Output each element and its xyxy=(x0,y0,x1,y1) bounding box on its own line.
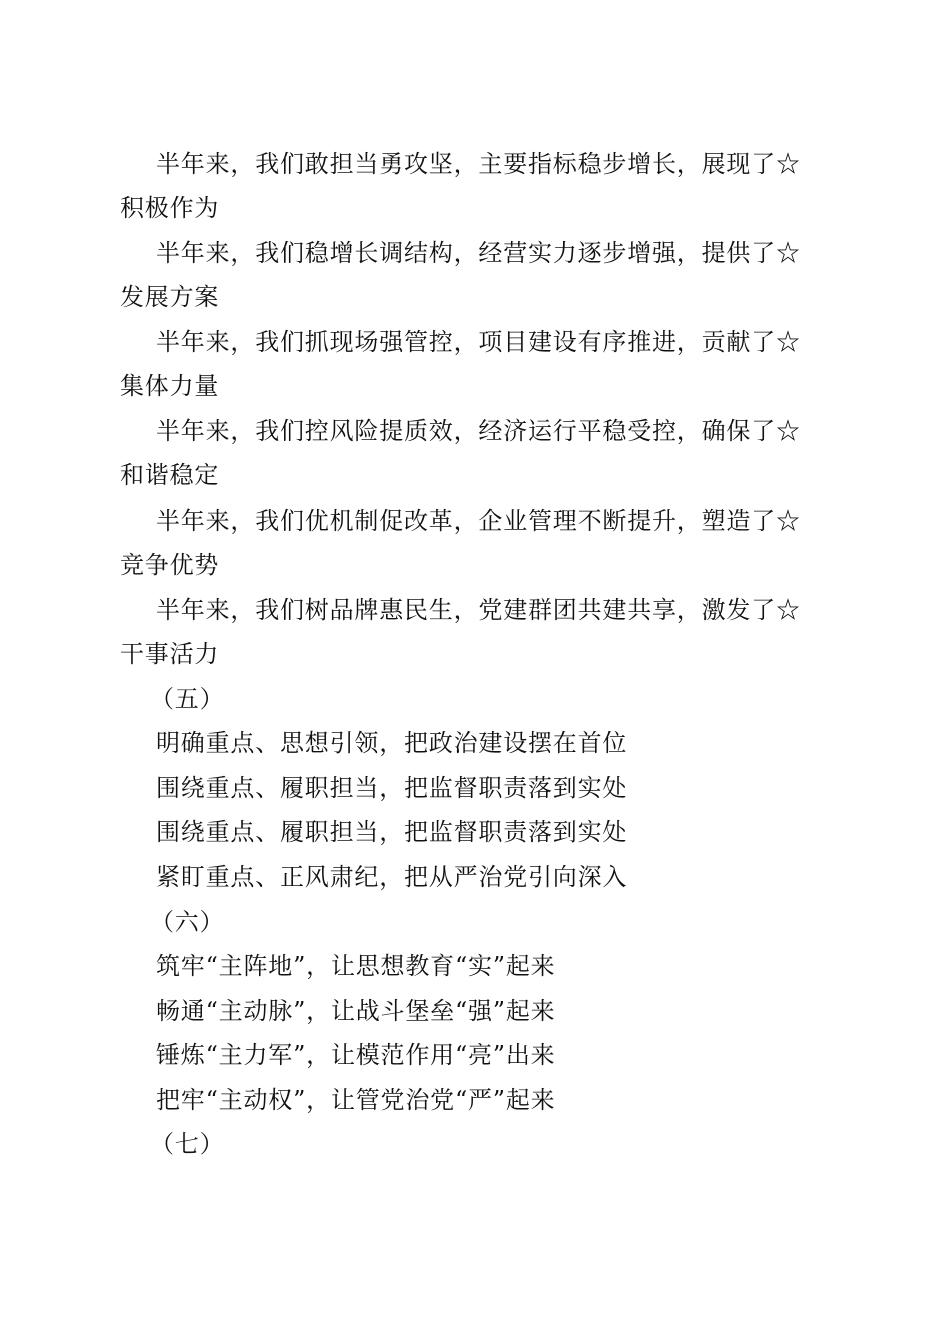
section-6-item-1: 筑牢“主阵地”，让思想教育“实”起来 xyxy=(156,952,556,980)
section-5-item-2: 围绕重点、履职担当，把监督职责落到实处 xyxy=(156,774,628,802)
paragraph-1-line-2: 积极作为 xyxy=(120,194,220,222)
paragraph-2-line-1: 半年来，我们稳增长调结构，经营实力逐步增强，提供了☆ xyxy=(156,239,801,267)
paragraph-3-line-1: 半年来，我们抓现场强管控，项目建设有序推进，贡献了☆ xyxy=(156,328,801,356)
section-5-item-3: 围绕重点、履职担当，把监督职责落到实处 xyxy=(156,818,628,846)
paragraph-6-line-2: 干事活力 xyxy=(120,640,220,668)
paragraph-6-line-1: 半年来，我们树品牌惠民生，党建群团共建共享，激发了☆ xyxy=(156,596,801,624)
paragraph-2-line-2: 发展方案 xyxy=(120,283,220,311)
paragraph-1-line-1: 半年来，我们敢担当勇攻坚，主要指标稳步增长，展现了☆ xyxy=(156,150,801,178)
section-6-item-3: 锤炼“主力军”，让模范作用“亮”出来 xyxy=(156,1041,556,1069)
section-5-item-1: 明确重点、思想引领，把政治建设摆在首位 xyxy=(156,729,628,757)
section-6-heading: （六） xyxy=(150,908,225,936)
paragraph-4-line-2: 和谐稳定 xyxy=(120,461,220,489)
paragraph-4-line-1: 半年来，我们控风险提质效，经济运行平稳受控，确保了☆ xyxy=(156,417,801,445)
section-6-item-2: 畅通“主动脉”，让战斗堡垒“强”起来 xyxy=(156,997,556,1025)
paragraph-5-line-1: 半年来，我们优机制促改革，企业管理不断提升，塑造了☆ xyxy=(156,507,801,535)
section-7-heading: （七） xyxy=(150,1130,225,1158)
paragraph-3-line-2: 集体力量 xyxy=(120,372,220,400)
section-5-item-4: 紧盯重点、正风肃纪，把从严治党引向深入 xyxy=(156,863,628,891)
section-5-heading: （五） xyxy=(150,685,225,713)
section-6-item-4: 把牢“主动权”，让管党治党“严”起来 xyxy=(156,1086,556,1114)
paragraph-5-line-2: 竞争优势 xyxy=(120,551,220,579)
